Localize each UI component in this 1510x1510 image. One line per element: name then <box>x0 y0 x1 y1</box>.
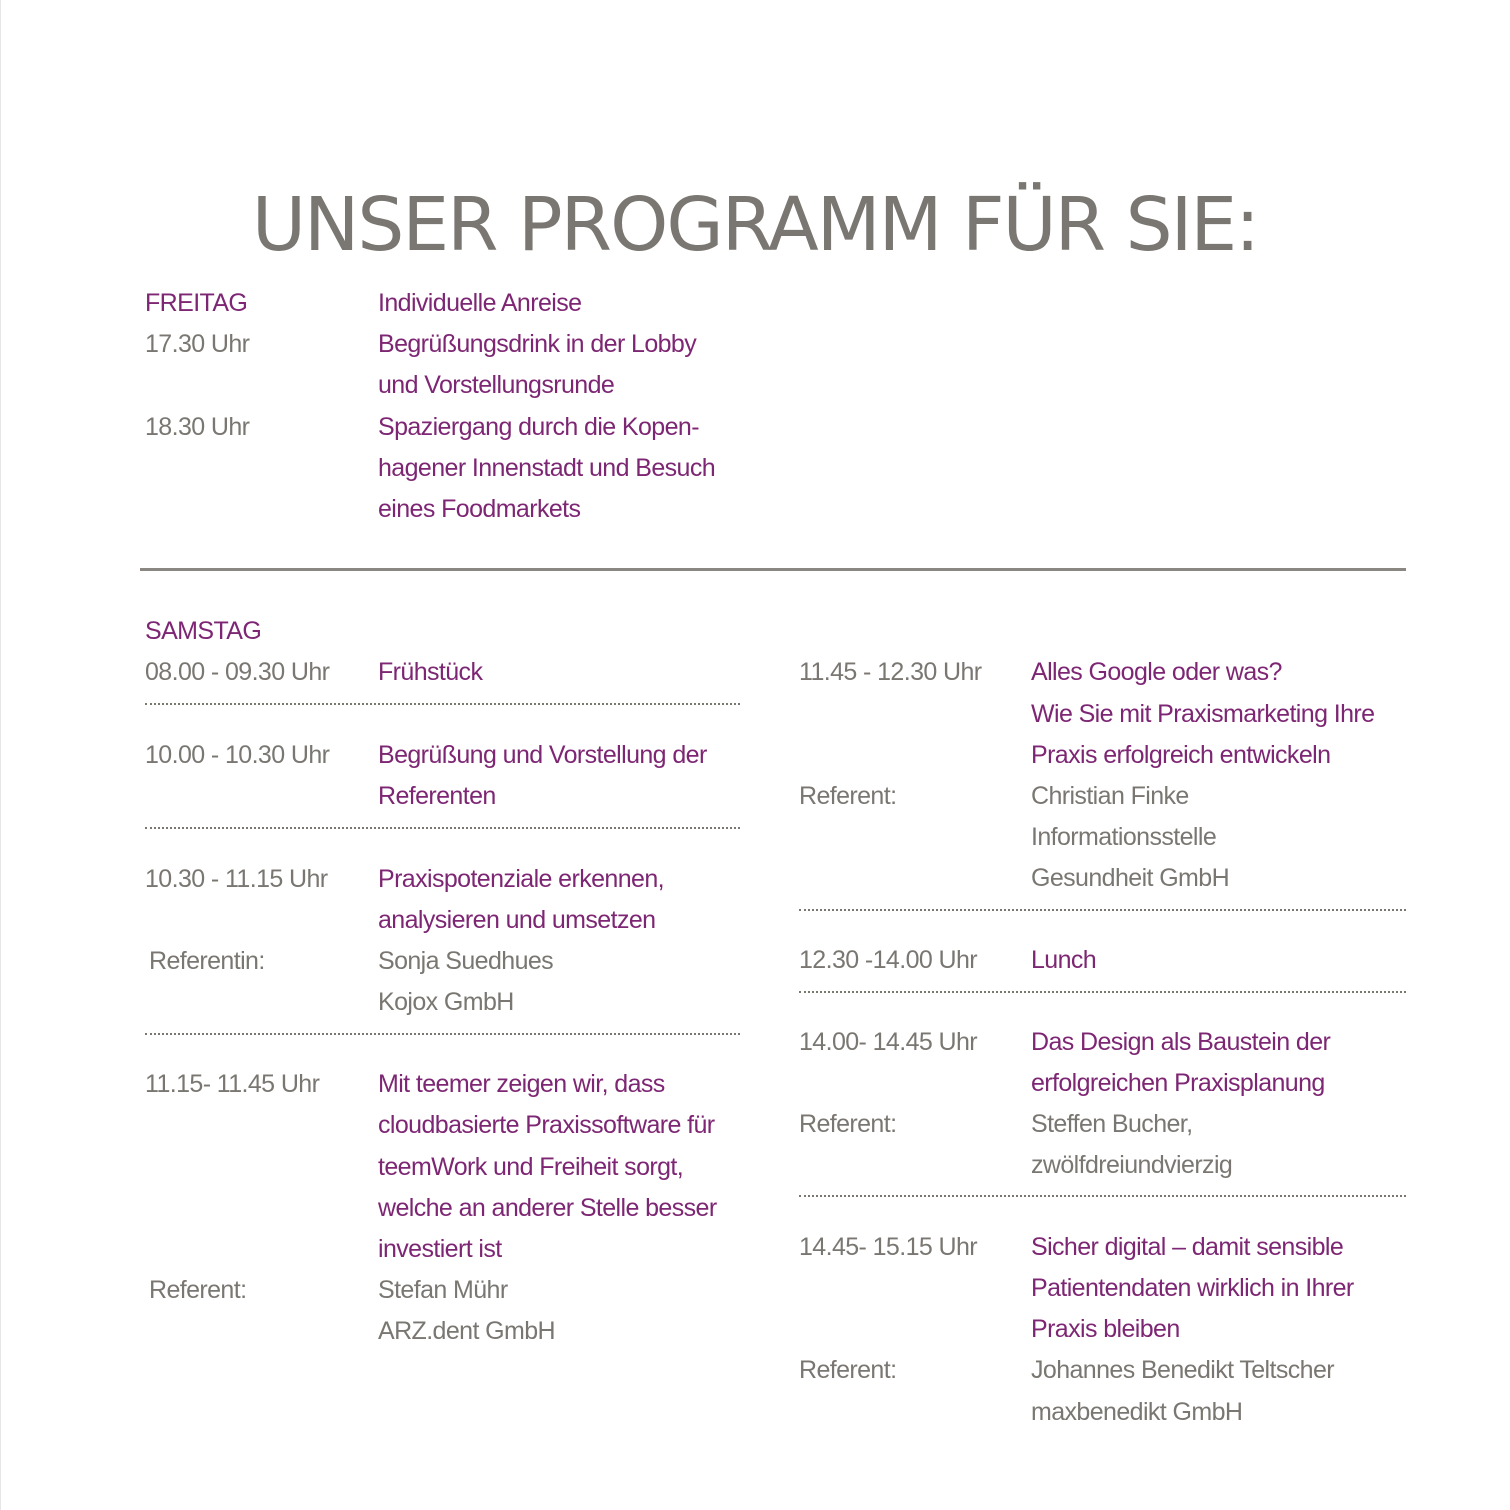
friday-item-3-line-2: hagener Innenstadt und Besuch <box>378 454 716 482</box>
sat-left-4-line-5: investiert ist <box>378 1235 502 1263</box>
dotted-separator <box>145 1033 740 1035</box>
sat-left-4-line-3: teemWork und Freiheit sorgt, <box>378 1153 684 1181</box>
dotted-separator <box>799 1195 1406 1197</box>
sat-left-4-line-2: cloudbasierte Praxissoftware für <box>378 1111 715 1139</box>
day-heading-saturday: SAMSTAG <box>145 617 262 645</box>
sat-left-1-line-1: Frühstück <box>378 658 483 686</box>
sat-right-4-speaker-name: Johannes Benedikt Teltscher <box>1031 1356 1334 1384</box>
sat-right-4-speaker-label: Referent: <box>799 1356 897 1384</box>
sat-left-4-speaker-label: Referent: <box>149 1276 247 1304</box>
sat-left-4-line-1: Mit teemer zeigen wir, dass <box>378 1070 665 1098</box>
sat-left-4-line-4: welche an anderer Stelle besser <box>378 1194 717 1222</box>
sat-right-4-time: 14.45- 15.15 Uhr <box>799 1233 978 1261</box>
sat-right-1-speaker-name: Christian Finke <box>1031 782 1189 810</box>
dotted-separator <box>145 827 740 829</box>
friday-item-2-line-2: und Vorstellungsrunde <box>378 371 615 399</box>
sat-left-2-line-1: Begrüßung und Vorstellung der <box>378 741 707 769</box>
sat-right-4-line-3: Praxis bleiben <box>1031 1315 1180 1343</box>
section-divider <box>140 568 1406 571</box>
sat-left-4-time: 11.15- 11.45 Uhr <box>145 1070 320 1098</box>
sat-right-3-speaker-label: Referent: <box>799 1110 897 1138</box>
sat-right-3-line-1: Das Design als Baustein der <box>1031 1028 1331 1056</box>
sat-right-3-speaker-name: Steffen Bucher, <box>1031 1110 1193 1138</box>
sat-left-4-speaker-company: ARZ.dent GmbH <box>378 1317 555 1345</box>
sat-left-3-line-1: Praxispotenziale erkennen, <box>378 865 664 893</box>
sat-left-3-speaker-label: Referentin: <box>149 947 265 975</box>
sat-right-2-time: 12.30 -14.00 Uhr <box>799 946 978 974</box>
sat-left-3-time: 10.30 - 11.15 Uhr <box>145 865 328 893</box>
sat-right-4-line-1: Sicher digital – damit sensible <box>1031 1233 1344 1261</box>
sat-right-4-line-2: Patientendaten wirklich in Ihrer <box>1031 1274 1354 1302</box>
friday-item-3-line-3: eines Foodmarkets <box>378 495 581 523</box>
sat-left-4-speaker-name: Stefan Mühr <box>378 1276 508 1304</box>
dotted-separator <box>145 703 740 705</box>
sat-left-3-speaker-company: Kojox GmbH <box>378 988 514 1016</box>
sat-right-1-line-3: Praxis erfolgreich entwickeln <box>1031 741 1331 769</box>
sat-right-3-speaker-company: zwölfdreiundvierzig <box>1031 1151 1233 1179</box>
friday-item-3-time: 18.30 Uhr <box>145 413 250 441</box>
sat-right-1-line-2: Wie Sie mit Praxismarketing Ihre <box>1031 700 1375 728</box>
sat-right-4-speaker-company: maxbenedikt GmbH <box>1031 1398 1243 1426</box>
sat-right-3-line-2: erfolgreichen Praxisplanung <box>1031 1069 1325 1097</box>
sat-right-1-speaker-label: Referent: <box>799 782 897 810</box>
friday-item-1-line-1: Individuelle Anreise <box>378 289 582 317</box>
dotted-separator <box>799 991 1406 993</box>
sat-right-3-time: 14.00- 14.45 Uhr <box>799 1028 978 1056</box>
friday-item-3-line-1: Spaziergang durch die Kopen- <box>378 413 699 441</box>
dotted-separator <box>799 909 1406 911</box>
day-heading-friday: FREITAG <box>145 289 248 317</box>
sat-left-2-line-2: Referenten <box>378 782 496 810</box>
sat-left-3-speaker-name: Sonja Suedhues <box>378 947 554 975</box>
sat-right-2-line-1: Lunch <box>1031 946 1097 974</box>
sat-right-1-line-1: Alles Google oder was? <box>1031 658 1282 686</box>
sat-right-1-speaker-company-1: Informationsstelle <box>1031 823 1217 851</box>
sat-right-1-time: 11.45 - 12.30 Uhr <box>799 658 982 686</box>
sat-left-3-line-2: analysieren und umsetzen <box>378 906 656 934</box>
friday-item-2-line-1: Begrüßungsdrink in der Lobby <box>378 330 697 358</box>
sat-right-1-speaker-company-2: Gesundheit GmbH <box>1031 864 1230 892</box>
page-title: UNSER PROGRAMM FÜR SIE: <box>251 181 1259 268</box>
sat-left-2-time: 10.00 - 10.30 Uhr <box>145 741 330 769</box>
friday-item-2-time: 17.30 Uhr <box>145 330 250 358</box>
sat-left-1-time: 08.00 - 09.30 Uhr <box>145 658 330 686</box>
